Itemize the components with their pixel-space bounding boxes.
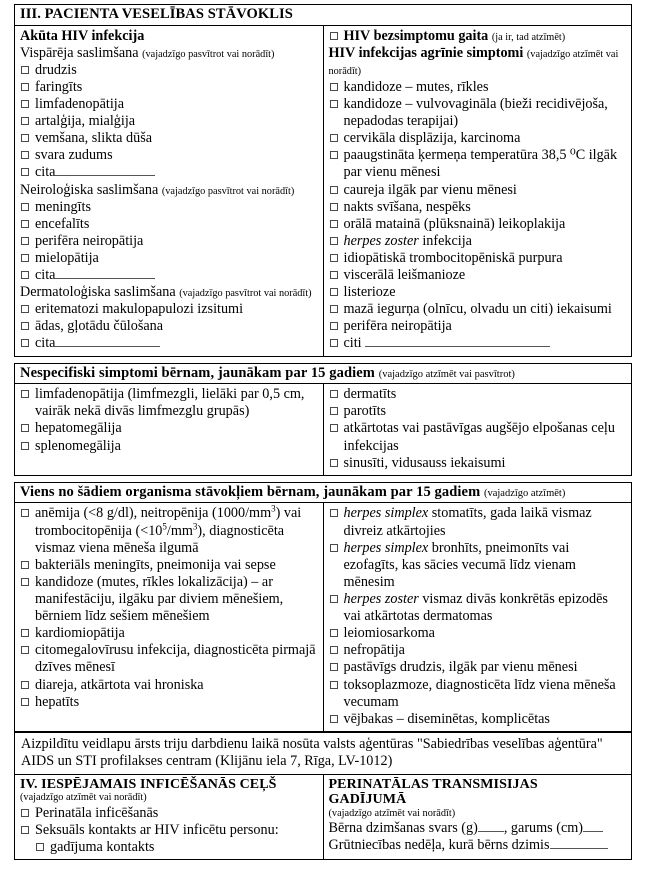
- list-item[interactable]: diareja, atkārtota vai hroniska: [20, 677, 318, 694]
- checkbox-icon[interactable]: [330, 237, 338, 245]
- section-3-table: [14, 4, 632, 357]
- list-item[interactable]: parotīts: [329, 403, 627, 420]
- list-item[interactable]: paaugstināta ķermeņa temperatūra 38,5 ⁰C ilgāk par vienu mēnesi: [329, 147, 627, 181]
- conditions-body-row: [15, 503, 632, 731]
- checkbox-icon[interactable]: [21, 826, 29, 834]
- checkbox-icon[interactable]: [36, 843, 44, 851]
- herpes-simplex-latin: herpes simplex: [343, 539, 429, 556]
- checkbox-icon[interactable]: [21, 271, 29, 279]
- checkbox-icon[interactable]: [330, 322, 338, 330]
- checkbox-icon[interactable]: [21, 237, 29, 245]
- perinatal-title-line2: GADĪJUMĀ: [328, 792, 407, 808]
- birth-weight-input[interactable]: [478, 831, 504, 832]
- list-item[interactable]: faringīts: [20, 79, 318, 96]
- checkbox-icon[interactable]: [21, 561, 29, 569]
- derm-illness-note: (vajadzīgo pasvītrot vai norādīt): [179, 288, 312, 300]
- checkbox-icon[interactable]: [330, 663, 338, 671]
- checkbox-icon[interactable]: [330, 100, 338, 108]
- list-item[interactable]: toksoplazmoze, diagnosticēta līdz viena mēneša vecumam: [329, 677, 627, 711]
- general-illness-group: Vispārēja saslimšana (vajadzīgo pasvītrot vai norādīt): [20, 44, 275, 61]
- checkbox-icon[interactable]: [21, 424, 29, 432]
- list-item[interactable]: herpes zoster vismaz divās konkrētās epizodēs vai atkārtotas dermatomas: [329, 591, 627, 625]
- list-item-other[interactable]: citi: [329, 335, 627, 352]
- nonspecific-header-row: [15, 363, 632, 384]
- section-3-left-column: [15, 25, 324, 356]
- checkbox-icon[interactable]: [21, 339, 29, 347]
- list-item[interactable]: herpes simplex bronhīts, pneimonīts vai ezofagīts, kas sācies vecumā līdz vienam mēnesim: [329, 540, 627, 591]
- write-in-line[interactable]: [55, 175, 155, 176]
- list-item[interactable]: mielopātija: [20, 250, 318, 267]
- conditions-note: (vajadzīgo atzīmēt): [483, 487, 566, 499]
- list-item[interactable]: sinusīti, vidusauss iekaisumi: [329, 455, 627, 472]
- write-in-line[interactable]: [55, 278, 155, 279]
- checkbox-icon[interactable]: [21, 809, 29, 817]
- acute-hiv-title: Akūta HIV infekcija: [20, 27, 145, 44]
- birth-measurements-row: Bērna dzimšanas svars (g) , garums (cm): [329, 820, 627, 837]
- list-item[interactable]: cervikāla displāzija, karcinoma: [329, 130, 627, 147]
- neuro-illness-group: Neiroloģiska saslimšana (vajadzīgo pasvītrot vai norādīt): [20, 181, 295, 198]
- perinatal-title-line1: PERINATĀLAS TRANSMISIJAS: [328, 776, 538, 792]
- perinatal-note: (vajadzīgo atzīmēt vai norādīt): [328, 807, 456, 819]
- section-4-body-row: [15, 774, 632, 859]
- list-item[interactable]: hepatomegālija: [20, 420, 318, 437]
- list-item[interactable]: perifēra neiropātija: [20, 233, 318, 250]
- list-item[interactable]: vemšana, slikta dūša: [20, 130, 318, 147]
- checkbox-icon[interactable]: [330, 151, 338, 159]
- list-item[interactable]: meningīts: [20, 199, 318, 216]
- list-item[interactable]: kardiomiopātija: [20, 625, 318, 642]
- checkbox-icon[interactable]: [330, 271, 338, 279]
- checkbox-icon[interactable]: [21, 509, 29, 517]
- checkbox-icon[interactable]: [330, 424, 338, 432]
- checkbox-icon[interactable]: [21, 134, 29, 142]
- checkbox-icon[interactable]: [21, 646, 29, 654]
- asymptomatic-item[interactable]: HIV bezsimptomu gaita (ja ir, tad atzīmēt): [329, 28, 627, 45]
- section-3-body-row: [15, 25, 632, 356]
- list-item[interactable]: drudzis: [20, 62, 318, 79]
- list-item[interactable]: kandidoze – mutes, rīkles: [329, 79, 627, 96]
- checkbox-icon[interactable]: [21, 442, 29, 450]
- list-item[interactable]: splenomegālija: [20, 438, 318, 455]
- list-item-other[interactable]: cita: [20, 164, 318, 181]
- checkbox-icon[interactable]: [21, 578, 29, 586]
- section-4-table: [14, 732, 632, 860]
- perinatal-column: [323, 774, 632, 859]
- list-item-other[interactable]: cita: [20, 335, 318, 352]
- list-item[interactable]: artalģija, mialģija: [20, 113, 318, 130]
- checkbox-icon[interactable]: [21, 698, 29, 706]
- checkbox-icon[interactable]: [330, 544, 338, 552]
- checkbox-icon[interactable]: [21, 390, 29, 398]
- checkbox-icon[interactable]: [330, 134, 338, 142]
- gestation-week-input[interactable]: [550, 848, 608, 849]
- checkbox-icon[interactable]: [330, 339, 338, 347]
- checkbox-icon[interactable]: [21, 220, 29, 228]
- checkbox-icon[interactable]: [330, 220, 338, 228]
- herpes-zoster-latin: herpes zoster: [343, 232, 419, 249]
- conditions-table: [14, 482, 632, 732]
- list-item[interactable]: limfadenopātija (limfmezgli, lielāki par 0,5 cm, vairāk nekā divās limfmezglu grupās): [20, 386, 318, 420]
- checkbox-icon[interactable]: [330, 254, 338, 262]
- list-item[interactable]: pastāvīgs drudzis, ilgāk par vienu mēnesi: [329, 659, 627, 676]
- checkbox-icon[interactable]: [330, 288, 338, 296]
- checkbox-icon[interactable]: [330, 186, 338, 194]
- checkbox-icon[interactable]: [330, 509, 338, 517]
- checkbox-icon[interactable]: [21, 681, 29, 689]
- list-item[interactable]: hepatīts: [20, 694, 318, 711]
- checkbox-icon[interactable]: [21, 629, 29, 637]
- list-item[interactable]: orālā matainā (plūksnainā) leikoplakija: [329, 216, 627, 233]
- list-item[interactable]: nakts svīšana, nespēks: [329, 199, 627, 216]
- gestation-week-row: Grūtniecības nedēļa, kurā bērns dzimis: [329, 837, 627, 854]
- checkbox-icon[interactable]: [330, 629, 338, 637]
- submission-instruction: Aizpildītu veidlapu ārsts triju darbdienu laikā nosūta valsts aģentūras "Sabiedrības veselības aģentūra" AIDS un STI profilakses centram (Klijānu iela 7, Rīga, LV-1012): [15, 732, 632, 774]
- list-item[interactable]: herpes simplex stomatīts, gada laikā vismaz divreiz atkārtojies: [329, 505, 627, 539]
- nonspecific-note: (vajadzīgo atzīmēt vai pasvītrot): [378, 368, 515, 380]
- section-3-right-column: [323, 25, 632, 356]
- nonspecific-left-column: [15, 384, 324, 476]
- list-item[interactable]: listerioze: [329, 284, 627, 301]
- list-item[interactable]: citomegalovīrusu infekcija, diagnosticēta pirmajā dzīves mēnesī: [20, 642, 318, 676]
- checkbox-icon[interactable]: [21, 66, 29, 74]
- list-item[interactable]: kandidoze (mutes, rīkles lokalizācija) – ar manifestāciju, ilgāku par diviem mēnešiem, bērniem līdz sešiem mēnešiem: [20, 574, 318, 625]
- checkbox-icon[interactable]: [330, 646, 338, 654]
- list-item[interactable]: leiomiosarkoma: [329, 625, 627, 642]
- list-item[interactable]: encefalīts: [20, 216, 318, 233]
- nonspecific-body-row: [15, 384, 632, 476]
- checkbox-icon[interactable]: [330, 203, 338, 211]
- checkbox-icon[interactable]: [330, 390, 338, 398]
- neuro-illness-note: (vajadzīgo pasvītrot vai norādīt): [161, 185, 295, 197]
- list-item[interactable]: eritematozi makulopapulozi izsitumi: [20, 301, 318, 318]
- list-item[interactable]: idiopātiskā trombocitopēniskā purpura: [329, 250, 627, 267]
- checkbox-icon[interactable]: [330, 83, 338, 91]
- conditions-left-column: [15, 503, 324, 731]
- nonspecific-symptoms-table: [14, 363, 632, 476]
- write-in-line[interactable]: [55, 346, 160, 347]
- asymptomatic-note: (ja ir, tad atzīmēt): [491, 31, 566, 43]
- list-item[interactable]: vējbakas – diseminētas, komplicētas: [329, 711, 627, 728]
- list-item[interactable]: mazā iegurņa (olnīcu, olvadu un citi) iekaisumi: [329, 301, 627, 318]
- section-4-note: (vajadzīgo atzīmēt vai norādīt): [20, 792, 147, 804]
- checkbox-icon[interactable]: [330, 305, 338, 313]
- list-item[interactable]: Perinatāla inficēšanās: [20, 805, 318, 822]
- conditions-title-cell: Viens no šādiem organisma stāvokļiem bērnam, jaunākam par 15 gadiem (vajadzīgo atzīmēt): [15, 482, 632, 503]
- conditions-right-column: [323, 503, 632, 731]
- checkbox-icon[interactable]: [21, 203, 29, 211]
- list-item[interactable]: anēmija (<8 g/dl), neitropēnija $(1000/mm^3)$ vai trombocitopēnija $(<10^5/mm^3)$, diagnosticēta vismaz viena mēneša ilgumā: [20, 505, 318, 556]
- checkbox-icon[interactable]: [330, 681, 338, 689]
- checkbox-icon[interactable]: [21, 254, 29, 262]
- list-item[interactable]: viscerālā leišmanioze: [329, 267, 627, 284]
- checkbox-icon[interactable]: [21, 117, 29, 125]
- herpes-simplex-latin: herpes simplex: [343, 505, 429, 522]
- derm-illness-group: Dermatoloģiska saslimšana (vajadzīgo pasvītrot vai norādīt): [20, 284, 312, 301]
- herpes-zoster-latin: herpes zoster: [343, 591, 419, 608]
- list-item[interactable]: atkārtotas vai pastāvīgas augšējo elpošanas ceļu infekcijas: [329, 420, 627, 454]
- checkbox-icon[interactable]: [21, 322, 29, 330]
- section-3-header-row: [15, 5, 632, 26]
- checkbox-icon[interactable]: [21, 151, 29, 159]
- nonspecific-title-cell: Nespecifiski simptomi bērnam, jaunākam par 15 gadiem (vajadzīgo atzīmēt vai pasvītrot): [15, 363, 632, 384]
- list-item[interactable]: bakteriāls meningīts, pneimonija vai sepse: [20, 557, 318, 574]
- early-symptoms-group: HIV infekcijas agrīnie simptomi (vajadzīgo atzīmēt vai norādīt): [328, 44, 619, 77]
- write-in-line[interactable]: [365, 346, 550, 347]
- checkbox-icon[interactable]: [21, 100, 29, 108]
- list-item[interactable]: limfadenopātija: [20, 96, 318, 113]
- section-4-left-column: [15, 774, 324, 859]
- list-item[interactable]: dermatīts: [329, 386, 627, 403]
- birth-length-input[interactable]: [583, 831, 603, 832]
- list-item[interactable]: ādas, gļotādu čūlošana: [20, 318, 318, 335]
- section-3-title: III. PACIENTA VESELĪBAS STĀVOKLIS: [15, 5, 632, 26]
- list-item[interactable]: herpes zoster infekcija: [329, 233, 627, 250]
- conditions-header-row: [15, 482, 632, 503]
- checkbox-icon[interactable]: [330, 715, 338, 723]
- list-item-other[interactable]: cita: [20, 267, 318, 284]
- list-item[interactable]: Seksuāls kontakts ar HIV inficētu personu:: [20, 822, 318, 839]
- checkbox-icon[interactable]: [330, 459, 338, 467]
- checkbox-icon[interactable]: [21, 305, 29, 313]
- nonspecific-right-column: [323, 384, 632, 476]
- list-item[interactable]: svara zudums: [20, 147, 318, 164]
- list-item[interactable]: caureja ilgāk par vienu mēnesi: [329, 182, 627, 199]
- checkbox-icon[interactable]: [330, 32, 338, 40]
- list-item-sub[interactable]: gadījuma kontakts: [20, 839, 318, 856]
- list-item[interactable]: nefropātija: [329, 642, 627, 659]
- section-4-title: IV. IESPĒJAMAIS INFICĒŠANĀS CEĻŠ: [20, 776, 277, 792]
- instruction-row: [15, 732, 632, 774]
- list-item[interactable]: perifēra neiropātija: [329, 318, 627, 335]
- checkbox-icon[interactable]: [330, 595, 338, 603]
- checkbox-icon[interactable]: [330, 407, 338, 415]
- general-illness-note: (vajadzīgo pasvītrot vai norādīt): [142, 48, 275, 60]
- checkbox-icon[interactable]: [21, 83, 29, 91]
- checkbox-icon[interactable]: [21, 168, 29, 176]
- list-item[interactable]: kandidoze – vulvovagināla (bieži recidivējoša, nepadodas terapijai): [329, 96, 627, 130]
- early-symptoms-note: (vajadzīgo atzīmēt vai norādīt): [328, 48, 619, 77]
